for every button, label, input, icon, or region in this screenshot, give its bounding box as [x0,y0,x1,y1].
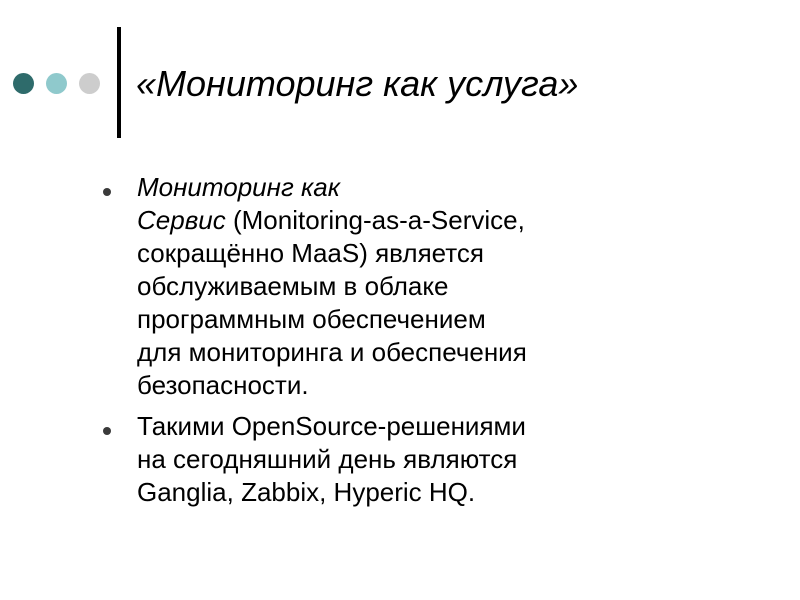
bullet-item-opensource-solutions [100,410,640,509]
bullet-list [100,171,640,509]
bullet-item-maas-definition [100,171,640,402]
bullet-text-regular: (Monitoring-as-a-Service, [225,205,525,235]
bullet-text-line: программным обеспечением [137,304,486,334]
bullet-text-line: сокращённо MaaS) является [137,238,484,268]
bullet-text-line [137,204,640,237]
bullet-text-line: Такими OpenSource-решениями [137,411,526,441]
title-divider [117,27,121,138]
decorative-dot-dark [13,73,34,94]
slide-title: «Мониторинг как услуга» [136,63,579,104]
bullet-text-line: для мониторинга и обеспечения [137,337,527,367]
bullet-text-line: обслуживаемым в облаке [137,271,449,301]
bullet-text-line: Мониторинг как [137,172,340,202]
decorative-dot-gray [79,73,100,94]
bullet-dot [103,188,111,196]
decorative-dot-light [46,73,67,94]
bullet-text-line: безопасности. [137,370,309,400]
bullet-text-italic: Сервис [137,205,226,235]
bullet-dot [103,427,111,435]
bullet-text-line: Ganglia, Zabbix, Hyperic HQ. [137,477,476,507]
bullet-text-line: на сегодняшний день являются [137,444,518,474]
